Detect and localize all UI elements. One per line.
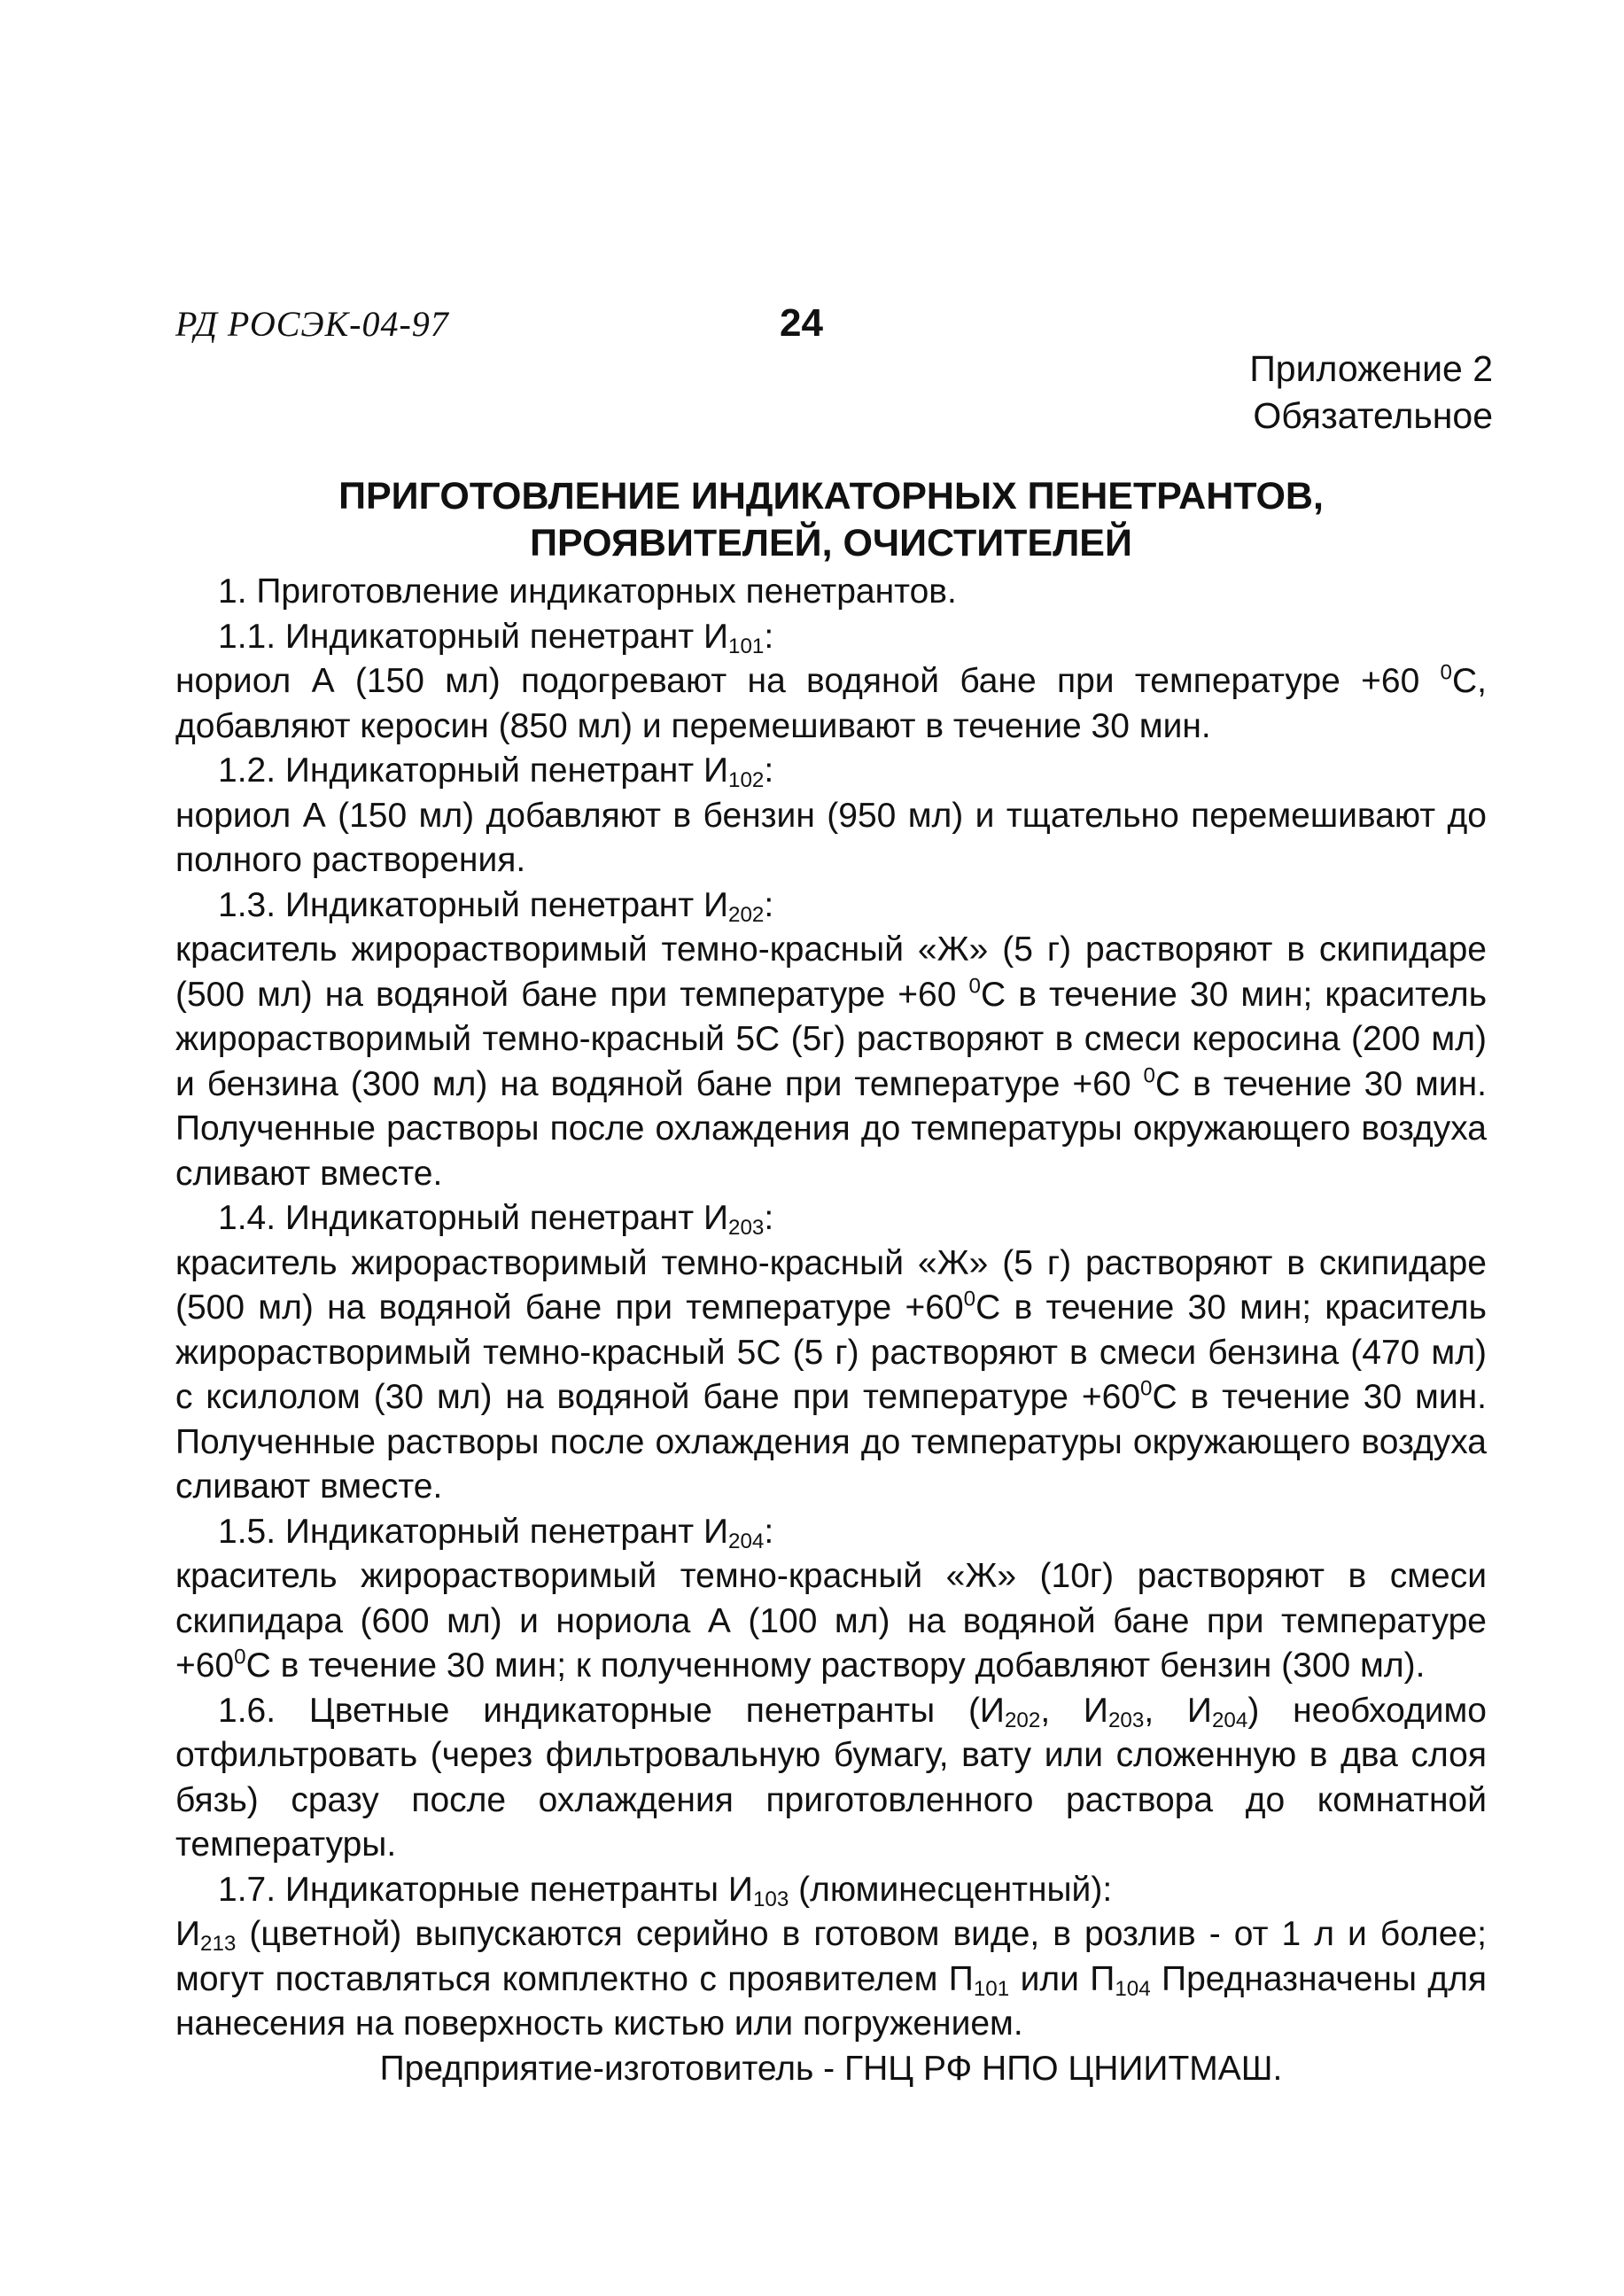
subscript: 202 <box>728 902 765 927</box>
heading-tail: : <box>764 751 774 790</box>
superscript: 0 <box>234 1645 246 1669</box>
page-number: 24 <box>780 301 823 345</box>
separator-text: , И <box>1040 1691 1108 1730</box>
subscript: 204 <box>1211 1708 1248 1732</box>
heading-text: 1.2. Индикаторный пенетрант И <box>218 751 728 790</box>
appendix-label <box>961 346 1493 440</box>
heading-text: 1.1. Индикаторный пенетрант И <box>218 617 728 656</box>
section-1-5-text <box>175 1554 1487 1689</box>
paragraph-text: С в течение 30 мин; к полученному раствору добавляют бензин (300 мл). <box>245 1646 1426 1685</box>
paragraph-text: нориол А (150 мл) подогревают на водяной бане при температуре +60 <box>175 662 1441 700</box>
subscript: 203 <box>728 1216 765 1241</box>
title-line-1: ПРИГОТОВЛЕНИЕ ИНДИКАТОРНЫХ ПЕНЕТРАНТОВ, <box>338 475 1324 518</box>
heading-tail: : <box>764 617 774 656</box>
paragraph-text: С, добавляют керосин (850 мл) и перемешивают в течение 30 мин. <box>175 662 1487 745</box>
heading-tail: : <box>764 1199 774 1237</box>
heading-text: 1.3. Индикаторный пенетрант И <box>218 885 728 924</box>
section-1-3-text <box>175 928 1487 1196</box>
subscript: 204 <box>728 1529 765 1553</box>
section-1-5-heading <box>175 1510 1487 1555</box>
superscript: 0 <box>1140 1376 1153 1401</box>
paragraph-text: С в течение 30 мин. Полученные растворы после охлаждения до температуры окружающего воздуха сливают вместе. <box>175 1064 1487 1193</box>
section-1-2-heading <box>175 749 1487 794</box>
section-1-3-heading <box>175 883 1487 929</box>
title-line-2: ПРОЯВИТЕЛЕЙ, ОЧИСТИТЕЛЕЙ <box>530 522 1132 564</box>
superscript: 0 <box>1143 1063 1155 1087</box>
paragraph-text: ) необходимо отфильтровать (через фильтровальную бумагу, вату или сложенную в два слоя бязь) сразу после охлаждения приготовленного раствора до комнатной температуры. <box>175 1691 1487 1864</box>
subscript: 101 <box>973 1976 1010 2001</box>
section-1-1-text <box>175 659 1487 749</box>
heading-tail: : <box>764 1512 774 1551</box>
section-1-4-heading <box>175 1196 1487 1241</box>
paragraph-text: Предназначены для нанесения на поверхность кистью или погружением. <box>175 1959 1488 2043</box>
paragraph-text: или П <box>1009 1959 1115 1998</box>
subscript: 101 <box>728 634 765 658</box>
superscript: 0 <box>968 974 981 998</box>
subscript: 213 <box>200 1932 237 1957</box>
section-1-7-text <box>175 1912 1487 2047</box>
section-1-2-text: нориол А (150 мл) добавляют в бензин (950 мл) и тщательно перемешивают до полного растворения. <box>175 796 1487 879</box>
heading-tail: : <box>764 885 774 924</box>
subscript: 203 <box>1107 1708 1145 1732</box>
subscript: 202 <box>1004 1708 1041 1732</box>
superscript: 0 <box>1440 660 1452 685</box>
paragraph-text: краситель жирорастворимый темно-красный «Ж» (5 г) растворяют в скипидаре (500 мл) на водяной бане при температуре +60 <box>175 1243 1487 1327</box>
paragraph-text: краситель жирорастворимый темно-красный «Ж» (5 г) растворяют в скипидаре (500 мл) на водяной бане при температуре +60 <box>175 930 1487 1014</box>
subscript: 102 <box>728 768 765 793</box>
subscript: 104 <box>1115 1976 1151 2001</box>
heading-text: 1.5. Индикаторный пенетрант И <box>218 1512 728 1551</box>
heading-tail: (люминесцентный): <box>789 1870 1113 1909</box>
paragraph-text: 1.6. Цветные индикаторные пенетранты (И <box>218 1691 1005 1730</box>
paragraph-text: (цветной) выпускаются серийно в готовом виде, в розлив - от 1 л и более; могут поставляться комплектно с проявителем П <box>175 1915 1487 1998</box>
section-1-7-heading <box>175 1868 1487 1913</box>
paragraph-text: С в течение 30 мин; краситель жирорастворимый темно-красный 5С (5 г) растворяют в смеси бензина (470 мл) с ксилолом (30 мл) на водяной бане при температуре +60 <box>175 1288 1487 1416</box>
heading-text: 1.4. Индикаторный пенетрант И <box>218 1199 728 1237</box>
section-1-1-heading <box>175 615 1487 660</box>
document-code: РД РОСЭК-04-97 <box>175 304 449 344</box>
section-1-6-text <box>175 1689 1487 1868</box>
paragraph-text: С в течение 30 мин; краситель жирорастворимый темно-красный 5С (5г) растворяют в смеси керосина (200 мл) и бензина (300 мл) на водяной бане при температуре +60 <box>175 975 1488 1103</box>
superscript: 0 <box>963 1287 976 1311</box>
separator-text: , И <box>1144 1691 1212 1730</box>
appendix-status: Обязательное <box>1253 395 1493 436</box>
paragraph-text: С в течение 30 мин. Полученные растворы после охлаждения до температуры окружающего воздуха сливают вместе. <box>175 1378 1488 1506</box>
appendix-number: Приложение 2 <box>1249 348 1493 389</box>
section-1-4-text <box>175 1241 1487 1510</box>
page-title <box>175 473 1487 567</box>
document-body <box>175 570 1487 2091</box>
section-1-heading: 1. Приготовление индикаторных пенетрантов. <box>218 572 957 611</box>
heading-text: 1.7. Индикаторные пенетранты И <box>218 1870 753 1909</box>
manufacturer-line: Предприятие-изготовитель - ГНЦ РФ НПО ЦНИИТМАШ. <box>379 2049 1283 2088</box>
paragraph-text: краситель жирорастворимый темно-красный «Ж» (10г) растворяют в смеси скипидара (600 мл) и нориола А (100 мл) на водяной бане при температуре +60 <box>175 1557 1487 1685</box>
subscript: 103 <box>752 1887 789 1911</box>
paragraph-text: И <box>175 1915 201 1953</box>
